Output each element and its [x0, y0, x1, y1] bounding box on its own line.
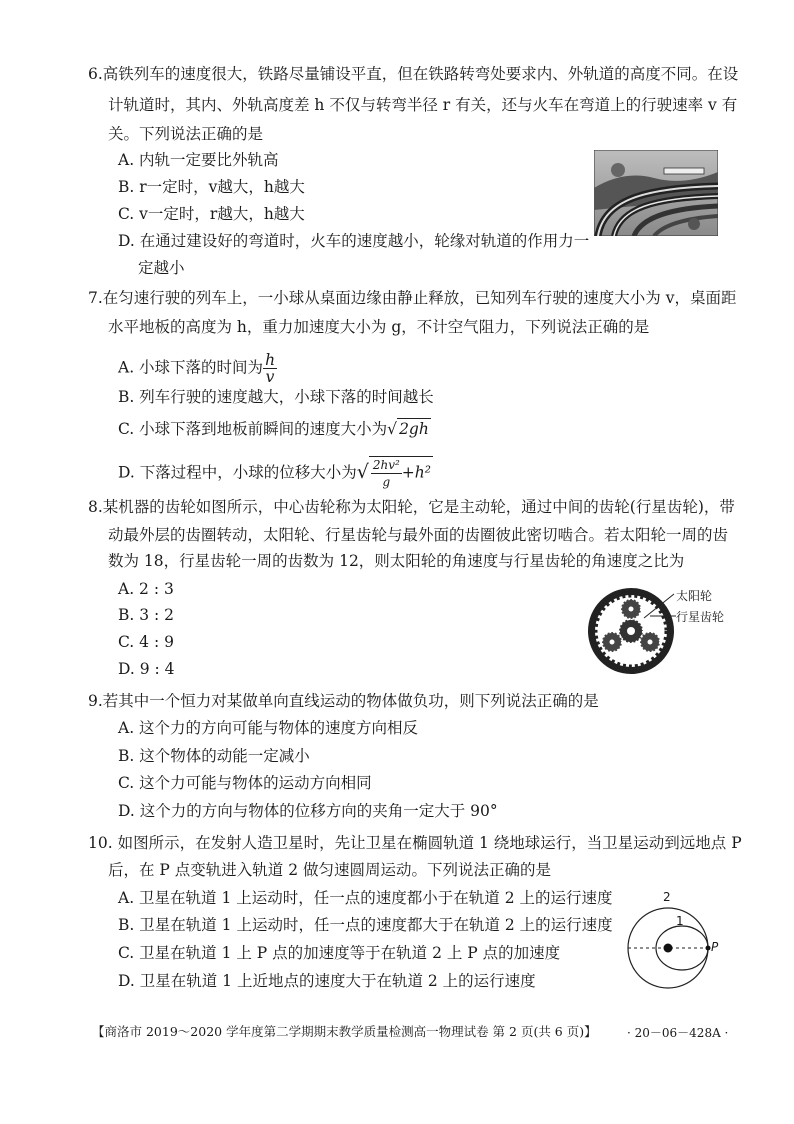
q10-option-d: D. 卫星在轨道 1 上近地点的速度大于在轨道 2 上的运行速度 — [118, 972, 536, 990]
q8-option-b: B. 3 : 2 — [118, 606, 175, 624]
q7-option-d-fraction — [371, 457, 402, 490]
q7-c-radicand: 2gh — [399, 420, 429, 438]
q9-option-d: D. 这个力的方向与物体的位移方向的夹角一定大于 90° — [118, 802, 498, 820]
q7-option-d-sqrt: √ — [356, 460, 369, 483]
railway-curve-photo — [594, 150, 718, 236]
q7-d-denominator: g — [382, 475, 391, 489]
q7-d-numerator: 2hv² — [372, 458, 400, 472]
q9-stem: 9.若其中一个恒力对某做单向直线运动的物体做负功，则下列说法正确的是 — [88, 692, 599, 710]
gear-leader-lines — [640, 588, 680, 628]
q6-option-a: A. 内轨一定要比外轨高 — [118, 151, 279, 169]
q7-option-c-sqrt: √ 2gh — [387, 420, 429, 438]
gear-label-sun: 太阳轮 — [676, 589, 713, 603]
q10-stem-line-1: 10. 如图所示，在发射人造卫星时，先让卫星在椭圆轨道 1 绕地球运行，当卫星运动到远地点 P — [88, 834, 742, 852]
satellite-orbit-figure — [624, 898, 720, 1002]
q8-stem-line-1: 8.某机器的齿轮如图所示，中心齿轮称为太阳轮，它是主动轮，通过中间的齿轮(行星齿轮)，带 — [88, 498, 735, 516]
orbit-label-2: 2 — [663, 890, 671, 904]
q7-option-c-text: C. 小球下落到地板前瞬间的速度大小为 — [118, 420, 388, 438]
q7-option-d-radicand — [369, 456, 433, 490]
page-footer: 【商洛市 2019～2020 学年度第二学期期末教学质量检测高一物理试卷 第 2 页(共 6 页)】 — [92, 1024, 597, 1039]
q7-option-b: B. 列车行驶的速度越大，小球下落的时间越长 — [118, 388, 434, 406]
q7-option-d-text: D. 下落过程中，小球的位移大小为 — [118, 463, 357, 482]
q6-option-d-line-1: D. 在通过建设好的弯道时，火车的速度越小，轮缘对轨道的作用力一 — [118, 232, 590, 250]
paper-code: · 20－06－428A · — [627, 1026, 729, 1040]
q6-option-d-line-2: 定越小 — [138, 259, 185, 277]
q6-stem-line-2: 计轨道时，其内、外轨高度差 h 不仅与转弯半径 r 有关，还与火车在弯道上的行驶速率 v 有 — [108, 96, 738, 114]
q7-option-a — [118, 352, 277, 385]
q7-option-d — [118, 456, 433, 490]
q6-stem-line-1: 6.高铁列车的速度很大，铁路尽量铺设平直，但在铁路转弯处要求内、外轨道的高度不同。在设 — [88, 65, 739, 83]
q8-stem-line-2: 动最外层的齿圈转动，太阳轮、行星齿轮与最外面的齿圈彼此密切啮合。若太阳轮一周的齿 — [108, 526, 729, 544]
q7-stem-line-1: 7.在匀速行驶的列车上，一小球从桌面边缘由静止释放，已知列车行驶的速度大小为 v，桌面距 — [88, 289, 737, 307]
gear-label-planet: 行星齿轮 — [676, 610, 725, 624]
orbit-label-p: P — [711, 940, 719, 954]
q8-option-d: D. 9 : 4 — [118, 660, 175, 678]
q7-stem-line-2: 水平地板的高度为 h，重力加速度大小为 g，不计空气阻力，下列说法正确的是 — [108, 318, 650, 336]
q9-option-b: B. 这个物体的动能一定减小 — [118, 747, 310, 765]
q8-option-c: C. 4 : 9 — [118, 633, 174, 651]
orbit-label-1: 1 — [676, 914, 684, 928]
q9-option-a: A. 这个力的方向可能与物体的速度方向相反 — [118, 719, 419, 737]
q8-option-a: A. 2 : 3 — [118, 580, 174, 598]
q6-option-c: C. v一定时，r越大，h越大 — [118, 205, 305, 223]
q10-option-a: A. 卫星在轨道 1 上运动时，任一点的速度都小于在轨道 2 上的运行速度 — [118, 889, 613, 907]
q10-stem-line-2: 后，在 P 点变轨进入轨道 2 做匀速圆周运动。下列说法正确的是 — [108, 861, 552, 879]
q8-stem-line-3: 数为 18，行星齿轮一周的齿数为 12，则太阳轮的角速度与行星齿轮的角速度之比为 — [108, 552, 685, 570]
q7-d-tail: +h² — [401, 463, 431, 482]
q9-option-c: C. 这个力可能与物体的运动方向相同 — [118, 774, 372, 792]
q7-option-a-fraction — [263, 352, 277, 385]
q7-a-denominator: v — [265, 368, 275, 386]
q7-a-numerator: h — [265, 351, 276, 369]
q7-option-a-text: A. 小球下落的时间为 — [118, 358, 264, 377]
q7-option-c — [118, 418, 431, 439]
q6-stem-line-3: 关。下列说法正确的是 — [108, 125, 264, 143]
q10-option-c: C. 卫星在轨道 1 上 P 点的加速度等于在轨道 2 上 P 点的加速度 — [118, 944, 561, 962]
q10-option-b: B. 卫星在轨道 1 上运动时，任一点的速度都大于在轨道 2 上的运行速度 — [118, 916, 613, 934]
q6-option-b: B. r一定时，v越大，h越大 — [118, 178, 305, 196]
